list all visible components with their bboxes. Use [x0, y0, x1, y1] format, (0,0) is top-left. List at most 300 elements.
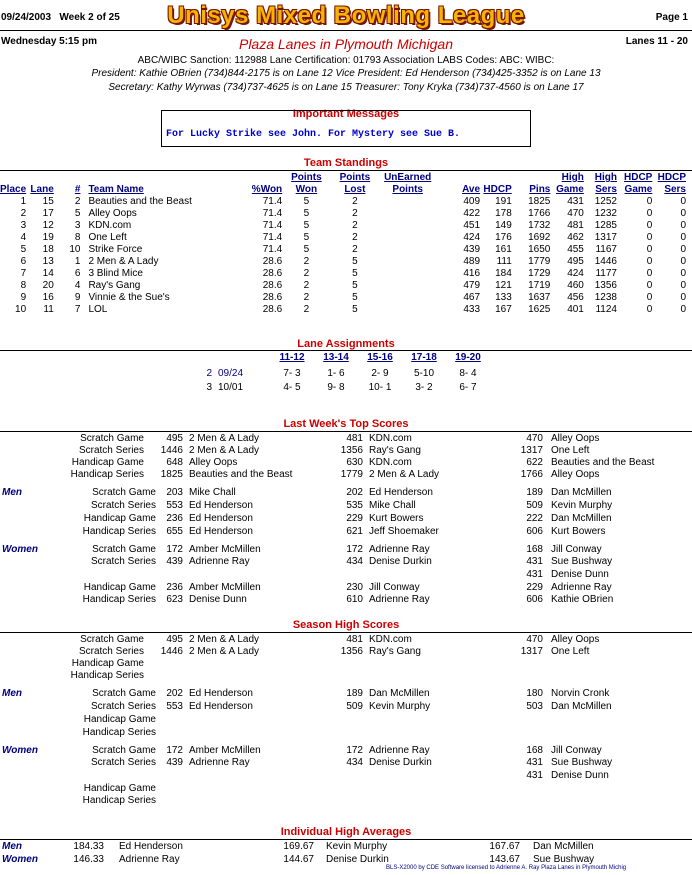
cell-pins: 1637	[528, 292, 551, 303]
cell-num: 2	[74, 196, 81, 207]
score-name: Denise Dunn	[551, 569, 609, 580]
score-name: Jeff Shoemaker	[369, 526, 439, 537]
cell-num: 7	[74, 304, 81, 315]
cell-ave: 409	[463, 196, 481, 207]
cell-hg: 424	[567, 268, 584, 279]
score-value: 434	[346, 556, 363, 567]
cell-ue	[379, 232, 436, 244]
cell-lane: 19	[42, 232, 54, 243]
cell-hdg: 0	[646, 232, 653, 243]
lane-week: 2	[206, 368, 212, 379]
col-high-game	[550, 172, 584, 196]
score-category: Scratch Game	[80, 634, 144, 645]
score-name: Adrienne Ray	[189, 556, 250, 567]
average-name: Sue Bushway	[533, 854, 595, 865]
score-category: Scratch Game	[80, 433, 144, 444]
score-value: 503	[526, 701, 543, 712]
cell-hdg: 0	[646, 256, 653, 267]
col-points-lost	[331, 172, 379, 196]
table-row	[0, 208, 692, 220]
score-name: Kevin Murphy	[369, 701, 431, 712]
score-value: 1317	[520, 445, 543, 456]
messages-text: For Lucky Strike see John. For Mystery see Sue B.	[166, 129, 461, 140]
score-value: 1446	[160, 445, 183, 456]
cell-lane: 20	[42, 280, 54, 291]
location: Plaza Lanes in Plymouth Michigan	[238, 36, 453, 52]
average-value: 169.67	[283, 841, 314, 852]
cell-team: Alley Oops	[88, 208, 137, 219]
cell-pins: 1650	[528, 244, 551, 255]
cell-hdcp: 184	[495, 268, 512, 279]
table-row	[0, 268, 692, 280]
cell-place: 1	[20, 196, 27, 207]
cell-hds: 0	[680, 268, 686, 279]
score-category: Scratch Game	[92, 544, 156, 555]
cell-team: Vinnie & the Sue's	[88, 292, 170, 303]
cell-pw: 5	[303, 208, 310, 219]
col-hdcp-game-top: HDCP	[624, 172, 653, 183]
score-value: 481	[346, 433, 363, 444]
col-ave: Ave	[462, 184, 481, 195]
cell-hds: 0	[680, 244, 686, 255]
cell-hs: 1317	[594, 232, 617, 243]
score-category: Handicap Series	[82, 795, 156, 806]
standings-header	[0, 172, 692, 196]
cell-hdcp: 121	[495, 280, 512, 291]
gender-label: Men	[2, 487, 22, 498]
score-value: 168	[526, 745, 543, 756]
cell-hs: 1232	[594, 208, 617, 219]
table-row	[0, 244, 692, 256]
cell-place: 10	[15, 304, 27, 315]
lane-pair: 8- 4	[459, 368, 477, 379]
score-name: Beauties and the Beast	[551, 457, 655, 468]
cell-lane: 18	[42, 244, 54, 255]
score-value: 1356	[340, 646, 363, 657]
score-value: 1317	[520, 646, 543, 657]
score-value: 630	[346, 457, 363, 468]
cell-pins: 1825	[528, 196, 551, 207]
col-hdcp-game	[617, 172, 652, 196]
cell-hg: 470	[567, 208, 584, 219]
cell-pl: 5	[352, 256, 358, 267]
officers-line-1: President: Kathie OBrien (734)844-2175 is on Lane 12 Vice President: Ed Henderson (734)425-3352 is on Lane 13	[91, 68, 601, 79]
score-value: 189	[346, 688, 363, 699]
cell-lane: 16	[42, 292, 54, 303]
score-name: Adrienne Ray	[551, 582, 612, 593]
page-number: Page 1	[655, 12, 688, 23]
score-name: Ed Henderson	[369, 487, 433, 498]
cell-ue	[379, 268, 436, 280]
lane-pair: 2- 9	[371, 368, 389, 379]
col-lane: Lane	[30, 184, 54, 195]
cell-ue	[379, 244, 436, 256]
cell-num: 6	[74, 268, 81, 279]
cell-pl: 5	[352, 268, 358, 279]
score-name: Alley Oops	[189, 457, 238, 468]
average-name: Ed Henderson	[119, 841, 183, 852]
cell-pins: 1625	[528, 304, 551, 315]
cell-num: 4	[74, 280, 81, 291]
table-row	[0, 292, 692, 304]
score-category: Handicap Series	[82, 727, 156, 738]
cell-hg: 495	[567, 256, 584, 267]
messages-title: Important Messages	[292, 108, 400, 120]
cell-pins: 1692	[528, 232, 551, 243]
score-value: 610	[346, 594, 363, 605]
score-category: Handicap Game	[83, 582, 156, 593]
score-value: 553	[166, 500, 183, 511]
cell-place: 9	[20, 292, 27, 303]
col-points-lost-bottom: Lost	[344, 184, 366, 195]
score-name: KDN.com	[369, 433, 412, 444]
cell-ave: 479	[463, 280, 481, 291]
cell-won: 28.6	[262, 292, 283, 303]
cell-pw: 5	[303, 244, 310, 255]
cell-won: 28.6	[262, 280, 283, 291]
cell-ue	[379, 196, 436, 208]
average-name: Dan McMillen	[533, 841, 594, 852]
cell-hs: 1167	[595, 244, 617, 255]
col-hdcp-sers	[652, 172, 692, 196]
score-category: Scratch Series	[90, 556, 156, 567]
score-category: Handicap Game	[83, 714, 156, 725]
score-name: Ed Henderson	[189, 500, 253, 511]
score-name: Amber McMillen	[189, 745, 261, 756]
score-category: Scratch Series	[90, 701, 156, 712]
score-value: 236	[166, 513, 183, 524]
average-value: 167.67	[489, 841, 520, 852]
lane-header: 11-12	[279, 352, 305, 363]
average-name: Denise Durkin	[326, 854, 389, 865]
gender-label: Men	[2, 841, 22, 852]
cell-team: 2 Men & A Lady	[88, 256, 159, 267]
score-name: Adrienne Ray	[189, 757, 250, 768]
score-name: Sue Bushway	[551, 556, 613, 567]
score-name: Ed Henderson	[189, 688, 253, 699]
cell-hdcp: 149	[495, 220, 512, 231]
score-category: Scratch Series	[78, 646, 144, 657]
score-name: Adrienne Ray	[369, 745, 430, 756]
score-value: 434	[346, 757, 363, 768]
cell-hs: 1238	[594, 292, 617, 303]
season-divider	[0, 632, 692, 633]
score-name: Alley Oops	[551, 634, 600, 645]
cell-num: 10	[69, 244, 81, 255]
score-value: 1446	[160, 646, 183, 657]
score-name: Kevin Murphy	[551, 500, 613, 511]
col-won-pct: %Won	[251, 184, 283, 195]
cell-won: 28.6	[262, 268, 283, 279]
cell-hdcp: 133	[495, 292, 512, 303]
cell-hs: 1446	[594, 256, 617, 267]
score-category: Handicap Game	[71, 658, 144, 669]
score-name: Mike Chall	[189, 487, 236, 498]
cell-lane: 13	[42, 256, 54, 267]
score-value: 202	[166, 688, 183, 699]
score-value: 623	[166, 594, 183, 605]
col-high-sers-bottom: Sers	[595, 184, 617, 195]
score-name: Kathie OBrien	[551, 594, 614, 605]
cell-hdg: 0	[646, 280, 653, 291]
score-value: 180	[526, 688, 543, 699]
score-value: 431	[526, 757, 543, 768]
score-value: 1825	[160, 469, 183, 480]
cell-ave: 433	[463, 304, 481, 315]
gender-label: Men	[2, 688, 22, 699]
cell-pins: 1719	[528, 280, 551, 291]
cell-hds: 0	[680, 304, 686, 315]
sanction-info: ABC/WIBC Sanction: 112988 Lane Certification: 01793 Association LABS Codes: ABC: WIBC:	[137, 55, 555, 66]
averages-divider	[0, 839, 692, 840]
lane-pair: 1- 6	[327, 368, 345, 379]
cell-hdg: 0	[646, 268, 653, 279]
cell-hdg: 0	[646, 244, 653, 255]
cell-hdcp: 111	[496, 256, 512, 267]
cell-hg: 431	[567, 196, 584, 207]
cell-pw: 2	[303, 280, 310, 291]
average-name: Adrienne Ray	[119, 854, 180, 865]
score-value: 495	[166, 433, 183, 444]
lane-pair: 3- 2	[415, 382, 433, 393]
average-value: 146.33	[73, 854, 104, 865]
score-value: 553	[166, 701, 183, 712]
table-row	[0, 256, 692, 268]
cell-team: Ray's Gang	[88, 280, 141, 291]
score-category: Scratch Series	[90, 500, 156, 511]
cell-place: 7	[20, 268, 27, 279]
cell-hds: 0	[680, 208, 686, 219]
score-name: Ed Henderson	[189, 701, 253, 712]
col-pins: Pins	[529, 184, 551, 195]
cell-won: 71.4	[262, 220, 283, 231]
score-name: Jill Conway	[369, 582, 420, 593]
score-value: 431	[526, 569, 543, 580]
score-value: 431	[526, 556, 543, 567]
gender-label: Women	[2, 544, 38, 555]
cell-hdg: 0	[646, 304, 653, 315]
last-week-title: Last Week's Top Scores	[283, 418, 409, 430]
score-value: 439	[166, 757, 183, 768]
messages-box	[161, 110, 531, 147]
cell-hg: 462	[567, 232, 584, 243]
score-name: Kurt Bowers	[369, 513, 424, 524]
cell-won: 71.4	[262, 232, 283, 243]
cell-hds: 0	[680, 220, 686, 231]
lanes-divider	[0, 350, 692, 351]
cell-lane: 17	[42, 208, 54, 219]
score-category: Handicap Series	[82, 594, 156, 605]
score-value: 202	[346, 487, 363, 498]
cell-hg: 481	[567, 220, 584, 231]
league-title: Unisys Mixed Bowling League	[167, 2, 525, 29]
cell-pl: 2	[352, 244, 358, 255]
lane-header: 15-16	[367, 352, 393, 363]
cell-won: 71.4	[262, 244, 283, 255]
lane-header: 13-14	[323, 352, 349, 363]
score-name: Jill Conway	[551, 745, 602, 756]
cell-pl: 2	[352, 220, 358, 231]
cell-ue	[379, 292, 436, 304]
cell-num: 9	[74, 292, 81, 303]
cell-hg: 460	[567, 280, 584, 291]
score-name: Norvin Cronk	[551, 688, 610, 699]
score-name: Denise Dunn	[551, 770, 609, 781]
cell-lane: 11	[43, 304, 54, 315]
col-hdcp-game-bottom: Game	[624, 184, 653, 195]
cell-ave: 451	[463, 220, 481, 231]
score-name: Dan McMillen	[369, 688, 430, 699]
score-value: 470	[526, 433, 543, 444]
score-category: Handicap Series	[82, 526, 156, 537]
software-footer: BLS-X2000 by CDE Software licensed to Adrienne A. Ray Plaza Lanes in Plymouth Michig	[386, 865, 627, 871]
score-name: KDN.com	[369, 634, 412, 645]
cell-pw: 2	[303, 292, 310, 303]
score-name: Sue Bushway	[551, 757, 613, 768]
last-week-divider	[0, 431, 692, 432]
lane-pair: 4- 5	[283, 382, 301, 393]
score-value: 431	[526, 770, 543, 781]
cell-ue	[379, 304, 436, 316]
report-date: 09/24/2003	[1, 12, 52, 23]
cell-hdg: 0	[646, 220, 653, 231]
cell-ave: 424	[463, 232, 481, 243]
cell-lane: 12	[42, 220, 54, 231]
score-value: 606	[526, 526, 543, 537]
gender-label: Women	[2, 745, 38, 756]
score-value: 1356	[340, 445, 363, 456]
col-hdcp: HDCP	[483, 184, 512, 195]
cell-hs: 1124	[595, 304, 617, 315]
cell-ave: 439	[463, 244, 481, 255]
average-value: 144.67	[283, 854, 314, 865]
score-name: 2 Men & A Lady	[189, 433, 260, 444]
cell-hg: 456	[567, 292, 584, 303]
season-title: Season High Scores	[292, 619, 400, 631]
score-name: 2 Men & A Lady	[189, 646, 260, 657]
cell-place: 5	[20, 244, 27, 255]
table-row	[0, 280, 692, 292]
score-category: Handicap Game	[83, 513, 156, 524]
lane-pair: 10- 1	[368, 382, 392, 393]
cell-hdcp: 176	[495, 232, 512, 243]
score-name: One Left	[551, 646, 590, 657]
cell-ave: 416	[463, 268, 481, 279]
col-high-sers-top: High	[594, 172, 617, 183]
average-name: Kevin Murphy	[326, 841, 388, 852]
cell-hdcp: 167	[495, 304, 512, 315]
lane-date: 10/01	[218, 382, 244, 393]
cell-hs: 1285	[594, 220, 617, 231]
score-name: Amber McMillen	[189, 582, 261, 593]
score-value: 648	[166, 457, 183, 468]
cell-ave: 422	[463, 208, 481, 219]
score-name: Kurt Bowers	[551, 526, 606, 537]
cell-pw: 2	[303, 268, 310, 279]
lane-pair: 9- 8	[327, 382, 345, 393]
cell-pl: 5	[352, 280, 358, 291]
score-value: 509	[526, 500, 543, 511]
score-value: 655	[166, 526, 183, 537]
score-name: KDN.com	[369, 457, 412, 468]
score-value: 470	[526, 634, 543, 645]
cell-pins: 1732	[528, 220, 551, 231]
col-unearned-bottom: Points	[392, 184, 423, 195]
score-value: 172	[166, 745, 183, 756]
cell-num: 5	[74, 208, 81, 219]
average-value: 143.67	[489, 854, 520, 865]
col-high-game-top: High	[561, 172, 584, 183]
day-time: Wednesday 5:15 pm	[1, 36, 97, 47]
score-name: Alley Oops	[551, 433, 600, 444]
cell-hds: 0	[680, 232, 686, 243]
score-category: Scratch Series	[90, 757, 156, 768]
cell-num: 1	[74, 256, 81, 267]
table-row	[0, 196, 692, 208]
score-name: 2 Men & A Lady	[189, 634, 260, 645]
score-name: 2 Men & A Lady	[369, 469, 440, 480]
cell-pw: 5	[303, 196, 310, 207]
cell-lane: 14	[42, 268, 54, 279]
score-name: Jill Conway	[551, 544, 602, 555]
cell-hs: 1252	[594, 196, 617, 207]
cell-team: LOL	[88, 304, 108, 315]
cell-hds: 0	[680, 280, 686, 291]
cell-pl: 5	[352, 304, 358, 315]
cell-team: Beauties and the Beast	[88, 196, 192, 207]
lane-pair: 7- 3	[283, 368, 301, 379]
score-name: Dan McMillen	[551, 513, 612, 524]
cell-place: 3	[20, 220, 27, 231]
cell-place: 6	[20, 256, 27, 267]
score-name: Dan McMillen	[551, 701, 612, 712]
score-category: Scratch Series	[78, 445, 144, 456]
lanes-title: Lane Assignments	[297, 338, 395, 350]
score-name: Denise Durkin	[369, 757, 432, 768]
standings-title: Team Standings	[303, 157, 389, 169]
cell-pins: 1729	[528, 268, 551, 279]
score-value: 1779	[340, 469, 363, 480]
col-unearned-top: UnEarned	[384, 172, 432, 183]
score-value: 172	[346, 544, 363, 555]
col-place: Place	[0, 184, 27, 195]
header-divider	[0, 30, 692, 31]
score-value: 1766	[520, 469, 543, 480]
score-value: 495	[166, 634, 183, 645]
cell-pw: 2	[303, 256, 310, 267]
cell-ue	[379, 256, 436, 268]
score-value: 172	[166, 544, 183, 555]
col-high-game-bottom: Game	[556, 184, 584, 195]
lanes-range: Lanes 11 - 20	[625, 36, 688, 47]
score-category: Handicap Series	[70, 670, 144, 681]
col-points-won-top: Points	[291, 172, 322, 183]
lane-date: 09/24	[218, 368, 244, 379]
cell-place: 2	[20, 208, 27, 219]
score-category: Handicap Game	[83, 783, 156, 794]
cell-place: 4	[20, 232, 27, 243]
cell-won: 28.6	[262, 256, 283, 267]
score-value: 203	[166, 487, 183, 498]
cell-hdcp: 161	[495, 244, 512, 255]
score-value: 606	[526, 594, 543, 605]
averages-title: Individual High Averages	[280, 826, 412, 838]
week-number: Week 2 of 25	[59, 12, 120, 23]
cell-pl: 5	[352, 292, 358, 303]
cell-hs: 1356	[594, 280, 617, 291]
cell-lane: 15	[42, 196, 54, 207]
cell-hdg: 0	[646, 196, 653, 207]
